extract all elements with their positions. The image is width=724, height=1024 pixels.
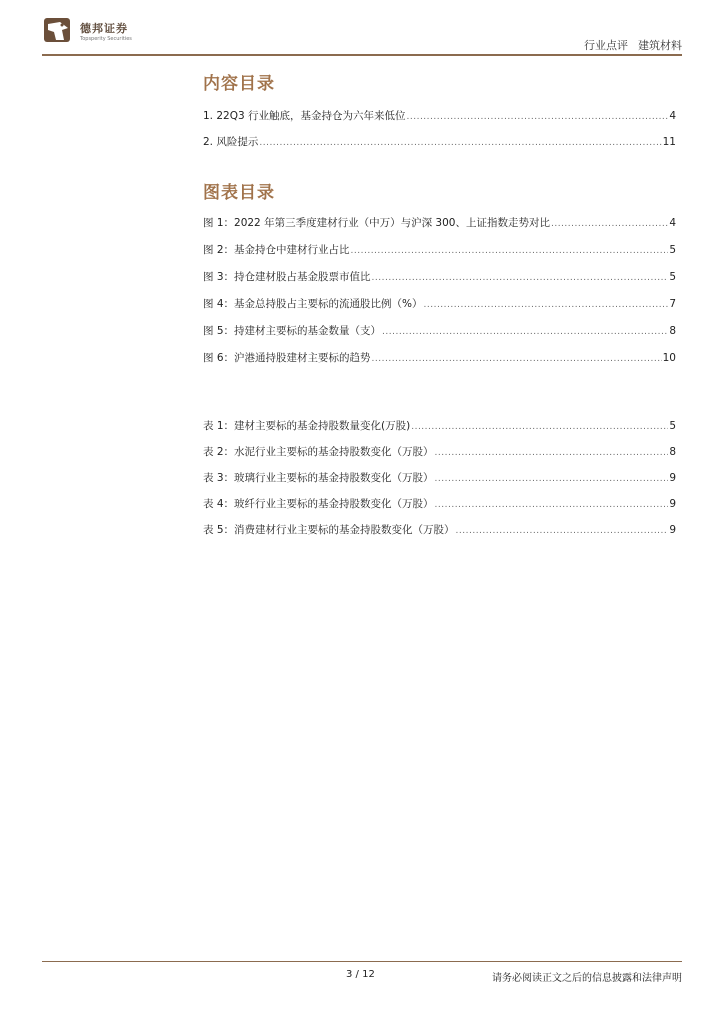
toc-leader-dots	[382, 327, 668, 337]
figures-title: 图表目录	[203, 183, 275, 203]
footer-divider	[42, 961, 682, 962]
figure-entry[interactable]	[203, 215, 676, 230]
figure-entry-label: 图 1：2022 年第三季度建材行业（中万）与沪深 300、上证指数走势对比	[203, 217, 550, 229]
figure-entry-label: 图 3：持仓建材股占基金股票市值比	[203, 271, 371, 283]
toc-leader-dots	[435, 474, 669, 484]
footer-disclaimer: 请务必阅读正文之后的信息披露和法律声明	[492, 973, 682, 984]
toc-title: 内容目录	[203, 74, 275, 94]
figure-entry[interactable]	[203, 242, 676, 257]
table-entry[interactable]	[203, 470, 676, 485]
table-entry-label: 表 5：消费建材行业主要标的基金持股数变化（万股）	[203, 524, 455, 536]
toc-leader-dots	[435, 500, 669, 510]
toc-entry-label: 1. 22Q3 行业触底，基金持仓为六年来低位	[203, 110, 406, 122]
table-entry[interactable]	[203, 444, 676, 459]
table-entry-page: 9	[669, 524, 676, 536]
header-divider	[42, 54, 682, 56]
logo-mark-icon	[42, 14, 76, 46]
table-entry-page: 9	[669, 472, 676, 484]
table-entry[interactable]	[203, 522, 676, 537]
figure-entry-page: 8	[669, 325, 676, 337]
figure-entry[interactable]	[203, 296, 676, 311]
table-entry-label: 表 3：玻璃行业主要标的基金持股数变化（万股）	[203, 472, 434, 484]
table-entry-page: 8	[669, 446, 676, 458]
toc-leader-dots	[551, 219, 668, 229]
logo-english-name: Topsperity Securities	[80, 36, 132, 42]
figure-entry-page: 5	[669, 244, 676, 256]
toc-leader-dots	[372, 354, 662, 364]
toc-entry[interactable]	[203, 108, 676, 123]
table-entry-page: 5	[669, 420, 676, 432]
toc-leader-dots	[456, 526, 669, 536]
toc-leader-dots	[372, 273, 669, 283]
table-entry-label: 表 4：玻纤行业主要标的基金持股数变化（万股）	[203, 498, 434, 510]
figure-entry-label: 图 2：基金持仓中建材行业占比	[203, 244, 350, 256]
logo-name: 德邦证券	[80, 22, 128, 35]
figure-entry[interactable]	[203, 350, 676, 365]
table-entry-page: 9	[669, 498, 676, 510]
figure-entry-label: 图 4：基金总持股占主要标的流通股比例（%）	[203, 298, 423, 310]
toc-entry-label: 2. 风险提示	[203, 136, 259, 148]
figure-entry[interactable]	[203, 269, 676, 284]
toc-entry[interactable]	[203, 134, 676, 149]
toc-leader-dots	[411, 422, 668, 432]
figure-entry-label: 图 6：沪港通持股建材主要标的趋势	[203, 352, 371, 364]
category-industry: 建筑材料	[638, 39, 682, 52]
company-logo	[42, 14, 150, 50]
report-category	[584, 37, 682, 53]
table-entry[interactable]	[203, 496, 676, 511]
toc-entry-page: 11	[662, 136, 676, 148]
category-type: 行业点评	[584, 39, 628, 52]
figure-entry-page: 10	[662, 352, 676, 364]
toc-leader-dots	[407, 112, 669, 122]
toc-leader-dots	[424, 300, 669, 310]
figure-entry[interactable]	[203, 323, 676, 338]
figure-entry-page: 5	[669, 271, 676, 283]
toc-leader-dots	[259, 138, 661, 148]
table-entry-label: 表 2：水泥行业主要标的基金持股数变化（万股）	[203, 446, 434, 458]
figure-entry-label: 图 5：持建材主要标的基金数量（支）	[203, 325, 382, 337]
figure-entry-page: 7	[669, 298, 676, 310]
table-entry-label: 表 1：建材主要标的基金持股数量变化(万股)	[203, 420, 411, 432]
toc-leader-dots	[435, 448, 669, 458]
figure-entry-page: 4	[669, 217, 676, 229]
table-entry[interactable]	[203, 418, 676, 433]
toc-leader-dots	[351, 246, 669, 256]
page-number: 3 / 12	[346, 969, 375, 980]
toc-entry-page: 4	[669, 110, 676, 122]
